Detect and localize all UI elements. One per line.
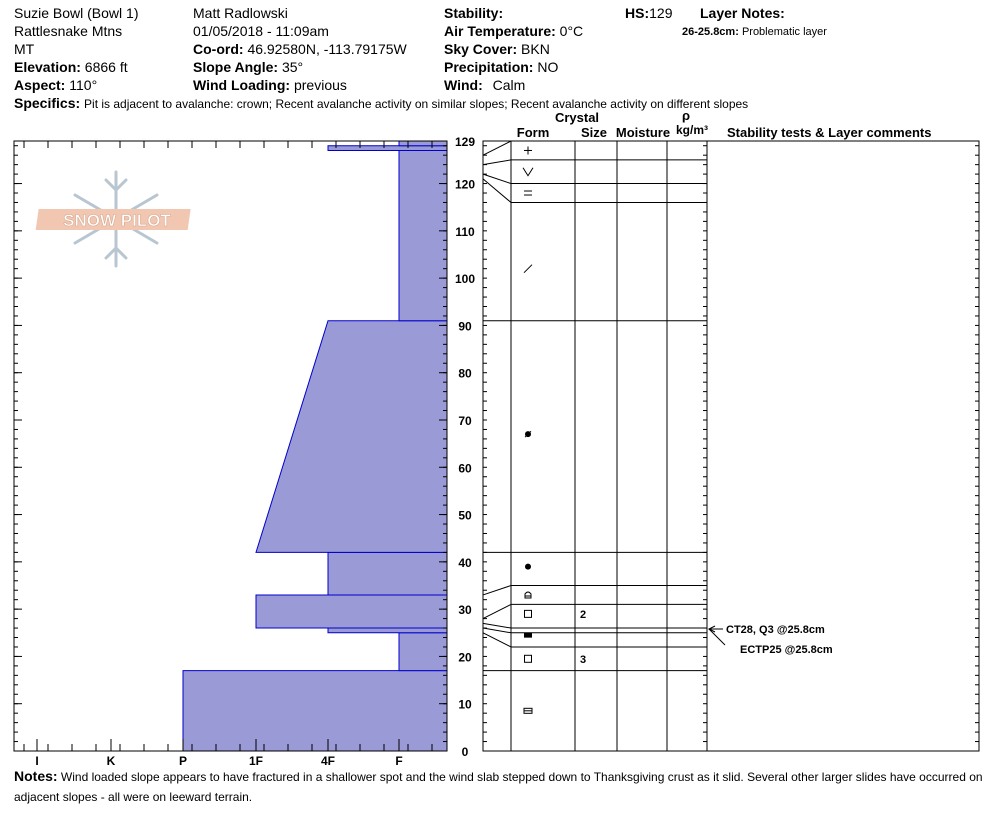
height-tick-label: 80 [458, 366, 472, 381]
slash-stroke [524, 265, 532, 273]
grain-form-rounding-facet-icon [524, 708, 532, 713]
grain-form-+-icon [524, 146, 532, 154]
crystal-header: Crystal [554, 110, 600, 125]
height-tick-label: 110 [455, 224, 475, 239]
layer-note-text: Problematic layer [741, 26, 827, 38]
specifics-text: Pit is adjacent to avalanche: crown; Recent avalanche activity on similar slopes; Recent avalanche activity on different slopes [84, 97, 749, 111]
specifics-label: Specifics: [14, 95, 81, 111]
melt-freeze-bar [524, 633, 532, 638]
hs-value: 129 [649, 5, 673, 21]
grain-form-rounding-icon [525, 431, 531, 437]
precip-value: NO [537, 59, 559, 75]
aspect-label: Aspect: [14, 77, 66, 93]
hardness-label: 1F [248, 754, 264, 768]
size-header: Size [580, 125, 608, 140]
form-header: Form [516, 125, 550, 140]
grain-form-=-icon [524, 191, 532, 195]
facet-square [525, 655, 532, 662]
depth-hoar-shape [525, 592, 531, 598]
stability-test-label: ECTP25 @25.8cm [740, 644, 833, 656]
coord-value: 46.92580N, -113.79175W [247, 41, 407, 57]
mountain-range: Rattlesnake Mtns [14, 23, 123, 39]
hardness-label: I [35, 754, 39, 768]
hardness-segment [399, 150, 447, 320]
height-tick-label: 60 [458, 461, 472, 476]
elevation-label: Elevation: [14, 59, 81, 75]
hardness-segment [256, 321, 447, 553]
air-temp-value: 0°C [559, 23, 584, 39]
comments-header: Stability tests & Layer comments [727, 125, 932, 140]
v-stroke [523, 168, 533, 176]
layer-connector [483, 141, 511, 155]
hardness-profile [183, 141, 447, 751]
height-tick-label: 50 [458, 508, 472, 523]
hardness-segment [399, 633, 447, 671]
hardness-label: 4F [320, 754, 336, 768]
grain-form-depth-hoar-icon [525, 592, 531, 598]
density-unit-header: kg/m³ [675, 123, 709, 137]
layer-table [483, 141, 979, 751]
layer-note-range: 26-25.8cm: [682, 26, 739, 38]
elevation-value: 6866 ft [84, 59, 128, 75]
hardness-label: F [395, 754, 403, 768]
sky-value: BKN [521, 41, 550, 57]
height-tick-label: 40 [458, 555, 472, 570]
layer-connector [483, 160, 511, 165]
wind-label: Wind: [444, 77, 483, 93]
snow-pilot-logo [36, 209, 191, 230]
hardness-segment [328, 552, 447, 595]
grain-form-melt-freeze-icon [524, 633, 532, 638]
precip-label: Precipitation: [444, 59, 534, 75]
grain-form-facet-icon [525, 610, 532, 617]
stability-tests [709, 624, 833, 656]
height-tick-label: 90 [458, 319, 472, 334]
notes-label: Notes: [14, 768, 58, 784]
grain-form-facet-icon [525, 655, 532, 662]
layer-connector [483, 623, 511, 628]
layer-connectors [483, 141, 511, 671]
layer-connector [483, 628, 511, 633]
facet-square [525, 610, 532, 617]
observer: Matt Radlowski [193, 5, 288, 21]
test-pointer [709, 629, 725, 645]
notes [14, 766, 989, 807]
coord-label: Co-ord: [193, 41, 244, 57]
snow-pilot-logo-text: SNOW PILOT [63, 211, 171, 230]
height-tick-label: 0 [461, 745, 469, 759]
height-tick-label: 70 [458, 413, 472, 428]
wind-loading-value: previous [293, 77, 347, 93]
hardness-segment [328, 146, 447, 151]
crystal-size: 3 [580, 653, 587, 666]
layer-notes-label: Layer Notes: [700, 5, 785, 21]
hardness-segment [328, 628, 447, 633]
height-tick-label: 100 [454, 272, 476, 287]
sky-label: Sky Cover: [444, 41, 518, 57]
layer-connector [483, 585, 511, 594]
layer-connector [483, 604, 511, 618]
slope-label: Slope Angle: [193, 59, 279, 75]
hardness-label: P [178, 754, 188, 768]
wind-value: Calm [492, 77, 526, 93]
stability-test-label: CT28, Q3 @25.8cm [726, 624, 825, 636]
wind-loading-label: Wind Loading: [193, 77, 291, 93]
height-tick-label: 129 [454, 135, 476, 149]
round-dot [525, 564, 531, 570]
hardness-segment [399, 141, 447, 146]
hardness-label: K [106, 754, 116, 768]
grain-form-/-icon [524, 265, 532, 273]
crystal-size: 2 [580, 608, 587, 621]
table-frame [483, 141, 979, 751]
slope-value: 35° [281, 59, 304, 75]
hardness-segment [183, 671, 447, 751]
date-time: 01/05/2018 - 11:09am [193, 23, 329, 39]
moisture-header: Moisture [615, 125, 671, 140]
stability-label: Stability: [444, 5, 504, 21]
height-tick-label: 120 [454, 177, 476, 192]
location-name: Suzie Bowl (Bowl 1) [14, 5, 139, 21]
grain-form-V-icon [523, 168, 533, 176]
height-tick-label: 10 [458, 697, 472, 712]
layer-connector [483, 633, 511, 647]
rho-header: ρ [681, 108, 691, 123]
hs-label: HS: [625, 5, 650, 21]
air-temp-label: Air Temperature: [444, 23, 556, 39]
state: MT [14, 41, 35, 57]
grain-form-round-icon [525, 564, 531, 570]
hardness-segment [256, 595, 447, 628]
height-tick-label: 30 [458, 603, 472, 618]
height-tick-label: 20 [458, 650, 472, 665]
aspect-value: 110° [69, 77, 98, 93]
notes-text: Wind loaded slope appears to have fractured in a shallower spot and the wind slab stepped down to Thanksgiving crust as it slid. Several other larger slides have occurred on adjacent slopes - all were on leeward terrain. [14, 770, 983, 804]
